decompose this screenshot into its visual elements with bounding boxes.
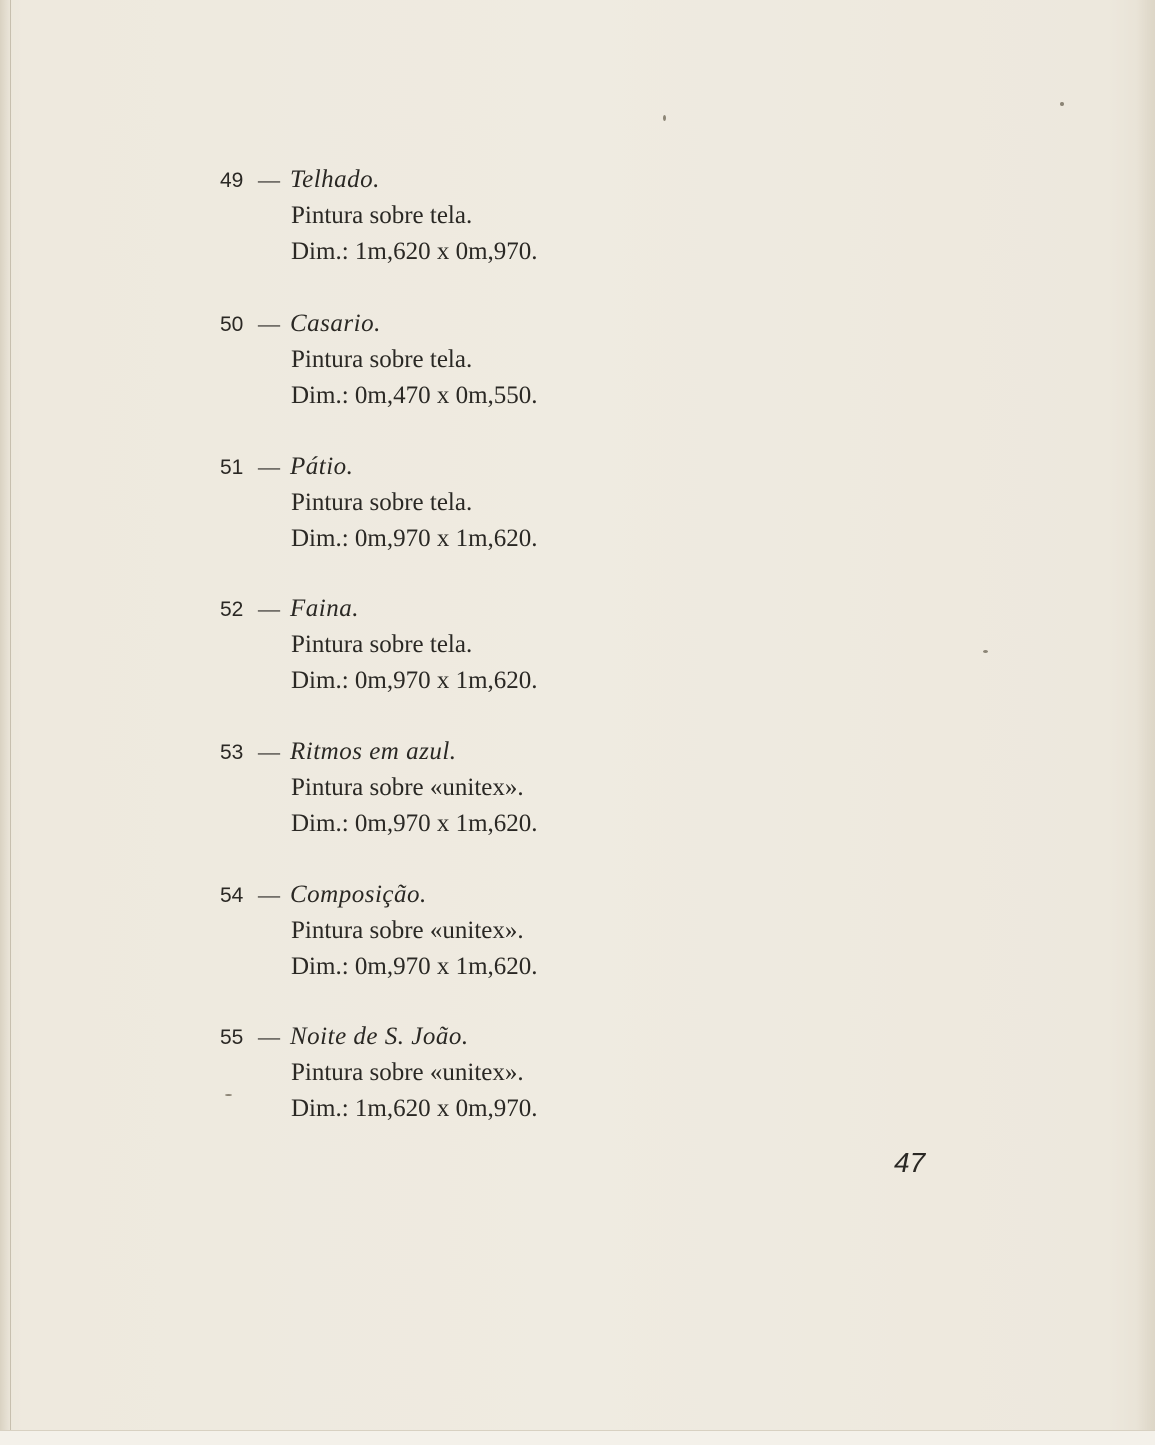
entry-number: 50 [220, 313, 244, 336]
entry-title: Telhado. [290, 166, 380, 193]
catalog-entry-50 [220, 306, 538, 414]
entry-title: Ritmos em azul. [290, 738, 457, 765]
catalog-entry-49 [220, 162, 538, 270]
entry-medium: Pintura sobre tela. [291, 202, 473, 229]
entry-title: Noite de S. João. [290, 1023, 469, 1050]
entry-dimensions: Dim.: 0m,470 x 0m,550. [291, 382, 538, 409]
entry-title: Composição. [290, 881, 427, 908]
entry-number: 49 [220, 169, 244, 192]
entry-heading [220, 591, 538, 627]
paper-speck [1060, 102, 1064, 106]
paper-speck [225, 1094, 232, 1096]
entry-dash: — [258, 167, 280, 192]
entry-dimensions: Dim.: 1m,620 x 0m,970. [291, 238, 538, 265]
page-bottom-edge [0, 1430, 1155, 1445]
page-edge-shadow [1137, 0, 1155, 1445]
entry-medium: Pintura sobre «unitex». [291, 917, 524, 944]
entry-number: 54 [220, 884, 244, 907]
entry-medium: Pintura sobre tela. [291, 489, 473, 516]
entry-dimensions: Dim.: 0m,970 x 1m,620. [291, 525, 538, 552]
entry-medium: Pintura sobre tela. [291, 631, 473, 658]
entry-number: 51 [220, 456, 244, 479]
entry-dimensions: Dim.: 1m,620 x 0m,970. [291, 1095, 538, 1122]
entry-medium: Pintura sobre «unitex». [291, 774, 524, 801]
entry-heading [220, 162, 538, 198]
entry-dash: — [258, 311, 280, 336]
entry-dash: — [258, 454, 280, 479]
book-spine-line [10, 0, 11, 1445]
entry-heading [220, 306, 538, 342]
entry-dash: — [258, 1024, 280, 1049]
paper-speck [663, 115, 666, 121]
paper-speck [983, 650, 988, 653]
entry-heading [220, 877, 538, 913]
page-number: 47 [894, 1147, 926, 1178]
entry-dash: — [258, 882, 280, 907]
catalog-entry-51 [220, 449, 538, 557]
entry-heading [220, 734, 538, 770]
entry-medium: Pintura sobre tela. [291, 346, 473, 373]
catalog-entry-54 [220, 877, 538, 985]
entry-dimensions: Dim.: 0m,970 x 1m,620. [291, 667, 538, 694]
catalog-entry-55 [220, 1019, 538, 1127]
entry-title: Casario. [290, 310, 381, 337]
entry-title: Faina. [290, 595, 359, 622]
entry-heading [220, 449, 538, 485]
catalog-entry-53 [220, 734, 538, 842]
entry-dash: — [258, 739, 280, 764]
entry-medium: Pintura sobre «unitex». [291, 1059, 524, 1086]
entry-dimensions: Dim.: 0m,970 x 1m,620. [291, 810, 538, 837]
entry-number: 55 [220, 1026, 244, 1049]
entry-title: Pátio. [290, 453, 354, 480]
entry-dimensions: Dim.: 0m,970 x 1m,620. [291, 953, 538, 980]
entry-dash: — [258, 596, 280, 621]
catalog-entry-52 [220, 591, 538, 699]
entry-number: 52 [220, 598, 244, 621]
entry-number: 53 [220, 741, 244, 764]
entry-heading [220, 1019, 538, 1055]
